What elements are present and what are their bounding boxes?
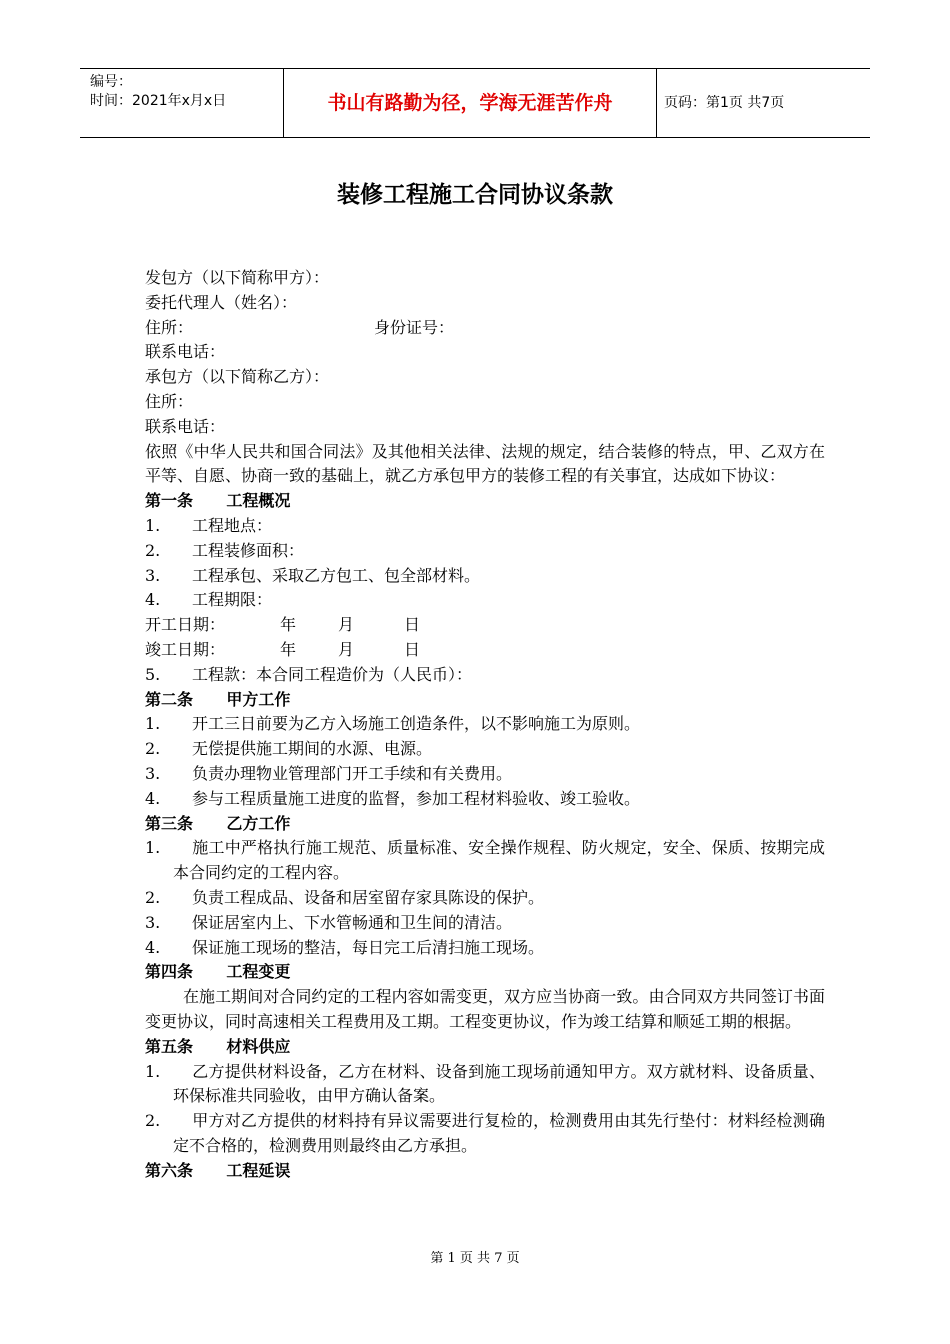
article-5-heading: 第五条 材料供应 (145, 1036, 291, 1056)
list-item: 2. 工程装修面积： (145, 540, 305, 560)
address-id-line (145, 316, 825, 341)
list-item: 4. 保证施工现场的整洁，每日完工后清扫施工现场。 (145, 937, 545, 957)
document-title: 装修工程施工合同协议条款 (337, 182, 613, 208)
start-date-line: 开工日期： 年 月 日 (145, 615, 421, 635)
article-4-paragraph: 在施工期间对合同约定的工程内容如需变更，双方应当协商一致。由合同双方共同签订书面变更协议，同时高速相关工程费用及工期。工程变更协议，作为竣工结算和顺延工期的根据。 (145, 987, 825, 1031)
phone-line: 联系电话： (145, 342, 226, 362)
end-date-line: 竣工日期： 年 月 日 (145, 639, 421, 659)
list-item: 1. 开工三日前要为乙方入场施工创造条件，以不影响施工为原则。 (145, 714, 641, 734)
article-6-heading: 第六条 工程延误 (145, 1160, 291, 1180)
list-item: 4. 参与工程质量施工进度的监督，参加工程材料验收、竣工验收。 (145, 788, 641, 808)
id-number-label: 身份证号： (374, 317, 455, 337)
contractor-phone-line: 联系电话： (145, 416, 226, 436)
contractor-line: 承包方（以下简称乙方）： (145, 367, 330, 387)
page-header (80, 68, 870, 138)
list-item: 3. 负责办理物业管理部门开工手续和有关费用。 (145, 763, 513, 783)
list-item: 1. 施工中严格执行施工规范、质量标准、安全操作规程、防火规定，安全、保质、按期完成本合同约定的工程内容。 (145, 838, 825, 883)
list-item: 3. 工程承包、采取乙方包工、包全部材料。 (145, 565, 481, 585)
article-3-heading: 第三条 乙方工作 (145, 813, 291, 833)
list-item: 1. 工程地点： (145, 515, 273, 535)
contractor-address-line: 住所： (145, 391, 194, 411)
intro-paragraph: 依照《中华人民共和国合同法》及其他相关法律、法规的规定，结合装修的特点，甲、乙双方在平等、自愿、协商一致的基础上，就乙方承包甲方的装修工程的有关事宜，达成如下协议： (145, 441, 825, 486)
list-item: 2. 无偿提供施工期间的水源、电源。 (145, 739, 433, 759)
list-item: 1. 乙方提供材料设备，乙方在材料、设备到施工现场前通知甲方。双方就材料、设备质量、环保标准共同验收，由甲方确认备案。 (145, 1061, 825, 1106)
page-footer: 第 1 页 共 7 页 (430, 1251, 520, 1266)
article-4-heading: 第四条 工程变更 (145, 962, 291, 982)
list-item: 3. 保证居室内上、下水管畅通和卫生间的清洁。 (145, 912, 513, 932)
list-item: 2. 负责工程成品、设备和居室留存家具陈设的保护。 (145, 887, 545, 907)
header-meta-cell (80, 69, 283, 137)
employer-line: 发包方（以下简称甲方）： (145, 268, 330, 287)
address-label: 住所： (145, 317, 194, 337)
article-1-heading: 第一条 工程概况 (145, 491, 291, 511)
header-page-label: 页码：第1页 共7页 (664, 95, 785, 111)
document-time-label: 时间：2021年x月x日 (90, 93, 227, 109)
article-2-heading: 第二条 甲方工作 (145, 689, 291, 709)
document-number-label: 编号： (90, 74, 132, 90)
header-motto: 书山有路勤为径，学海无涯苦作舟 (283, 69, 657, 137)
list-item: 5. 工程款：本合同工程造价为（人民币）： (145, 664, 473, 684)
list-item: 2. 甲方对乙方提供的材料持有异议需要进行复检的，检测费用由其先行垫付：材料经检测确定不合格的，检测费用则最终由乙方承担。 (145, 1111, 825, 1155)
list-item: 4. 工程期限： (145, 590, 273, 610)
agent-line: 委托代理人（姓名）： (145, 292, 298, 312)
document-body (145, 266, 825, 1183)
